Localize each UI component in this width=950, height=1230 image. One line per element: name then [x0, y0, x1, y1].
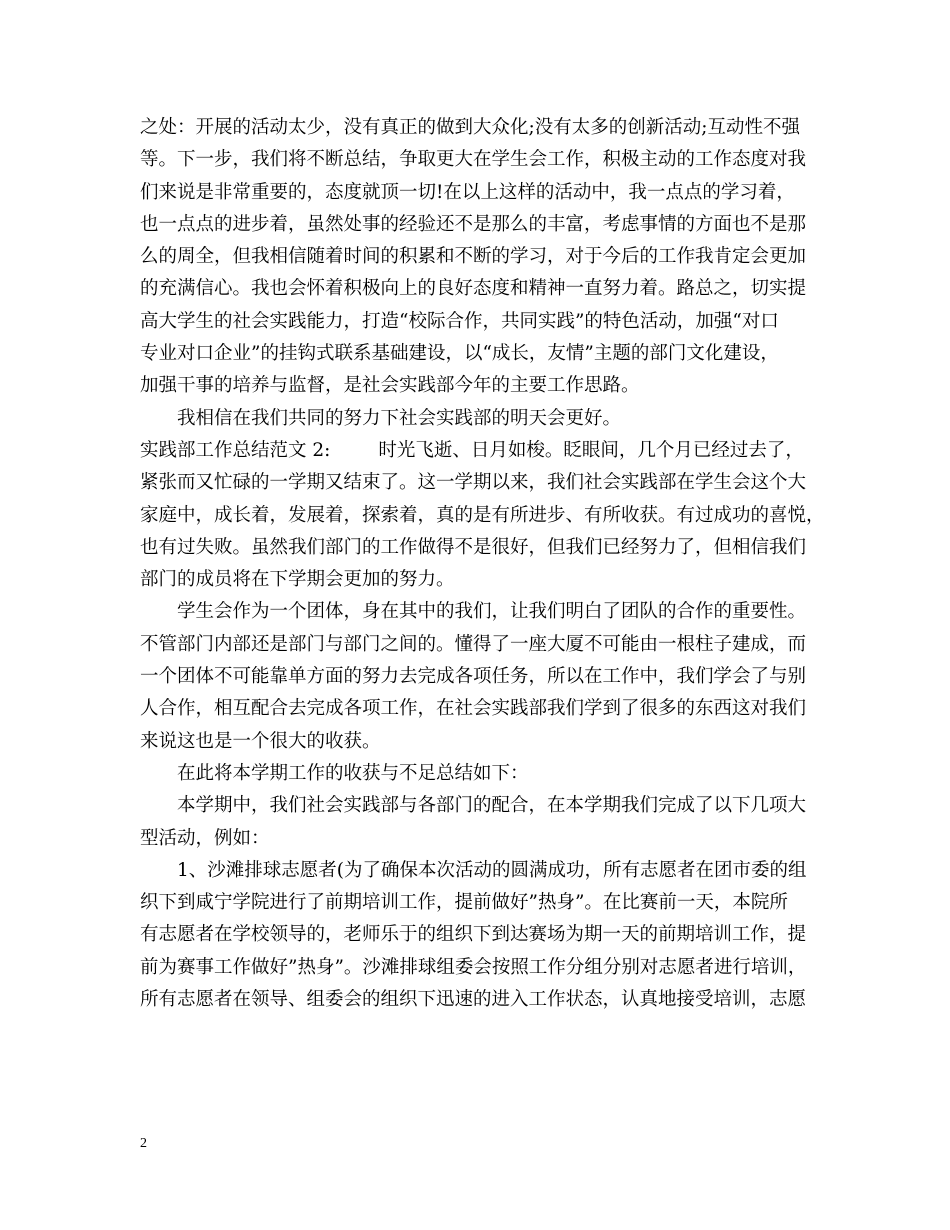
text-line: 本学期中，我们社会实践部与各部门的配合，在本学期我们完成了以下几项大	[177, 795, 807, 817]
text-line: 们来说是非常重要的，态度就顶一切!在以上这样的活动中，我一点点的学习着，	[140, 181, 795, 203]
text-line: 学生会作为一个团体，身在其中的我们，让我们明白了团队的合作的重要性。	[177, 601, 807, 623]
text-line: 型活动，例如：	[140, 827, 270, 849]
text-line: 部门的成员将在下学期会更加的努力。	[140, 569, 455, 591]
text-line: 不管部门内部还是部门与部门之间的。懂得了一座大厦不可能由一根柱子建成，而	[140, 633, 807, 655]
text-line: 1、沙滩排球志愿者(为了确保本次活动的圆满成功，所有志愿者在团市委的组	[177, 859, 807, 881]
text-line: 织下到咸宁学院进行了前期培训工作，提前做好”热身”。在比赛前一天，本院所	[140, 892, 788, 914]
text-line: 来说这也是一个很大的收获。	[140, 730, 381, 752]
text-line: 也一点点的进步着，虽然处事的经验还不是那么的丰富，考虑事情的方面也不是那	[140, 213, 807, 235]
text-line: 加强干事的培养与监督，是社会实践部今年的主要工作思路。	[140, 375, 640, 397]
text-line: 家庭中，成长着，发展着，探索着，真的是有所进步、有所收获。有过成功的喜悦，	[140, 504, 825, 526]
text-line: 前为赛事工作做好”热身”。沙滩排球组委会按照工作分组分别对志愿者进行培训，	[140, 956, 807, 978]
text-line: 我相信在我们共同的努力下社会实践部的明天会更好。	[177, 407, 622, 429]
text-line: 等。下一步，我们将不断总结，争取更大在学生会工作，积极主动的工作态度对我	[140, 149, 807, 171]
text-line: 一个团体不可能靠单方面的努力去完成各项任务，所以在工作中，我们学会了与别	[140, 666, 807, 688]
text-line: 紧张而又忙碌的一学期又结束了。这一学期以来，我们社会实践部在学生会这个大	[140, 472, 807, 494]
text-line: 的充满信心。我也会怀着积极向上的良好态度和精神一直努力着。路总之，切实提	[140, 278, 807, 300]
text-line: 么的周全，但我相信随着时间的积累和不断的学习，对于今后的工作我肯定会更加	[140, 246, 807, 268]
section-first-line: 时光飞逝、日月如梭。眨眼间，几个月已经过去了，	[378, 439, 804, 461]
text-line: 所有志愿者在领导、组委会的组织下迅速的进入工作状态，认真地接受培训，志愿	[140, 989, 807, 1011]
text-line: 人合作，相互配合去完成各项工作，在社会实践部我们学到了很多的东西这对我们	[140, 698, 807, 720]
text-line: 也有过失败。虽然我们部门的工作做得不是很好，但我们已经努力了，但相信我们	[140, 536, 807, 558]
text-line: 高大学生的社会实践能力，打造“校际合作，共同实践”的特色活动，加强“对口	[140, 310, 779, 332]
text-line: 有志愿者在学校领导的，老师乐于的组织下到达赛场为期一天的前期培训工作，提	[140, 924, 807, 946]
body-text	[140, 112, 825, 1016]
text-line: 在此将本学期工作的收获与不足总结如下：	[177, 762, 529, 784]
page-number: 2	[140, 1136, 147, 1151]
section-heading-line	[140, 435, 820, 467]
text-line: 专业对口企业”的挂钩式联系基础建设，以“成长，友情”主题的部门文化建设，	[140, 343, 779, 365]
section-label: 实践部工作总结范文 2:	[140, 439, 331, 461]
text-line: 之处：开展的活动太少，没有真正的做到大众化;没有太多的创新活动;互动性不强	[140, 117, 800, 138]
